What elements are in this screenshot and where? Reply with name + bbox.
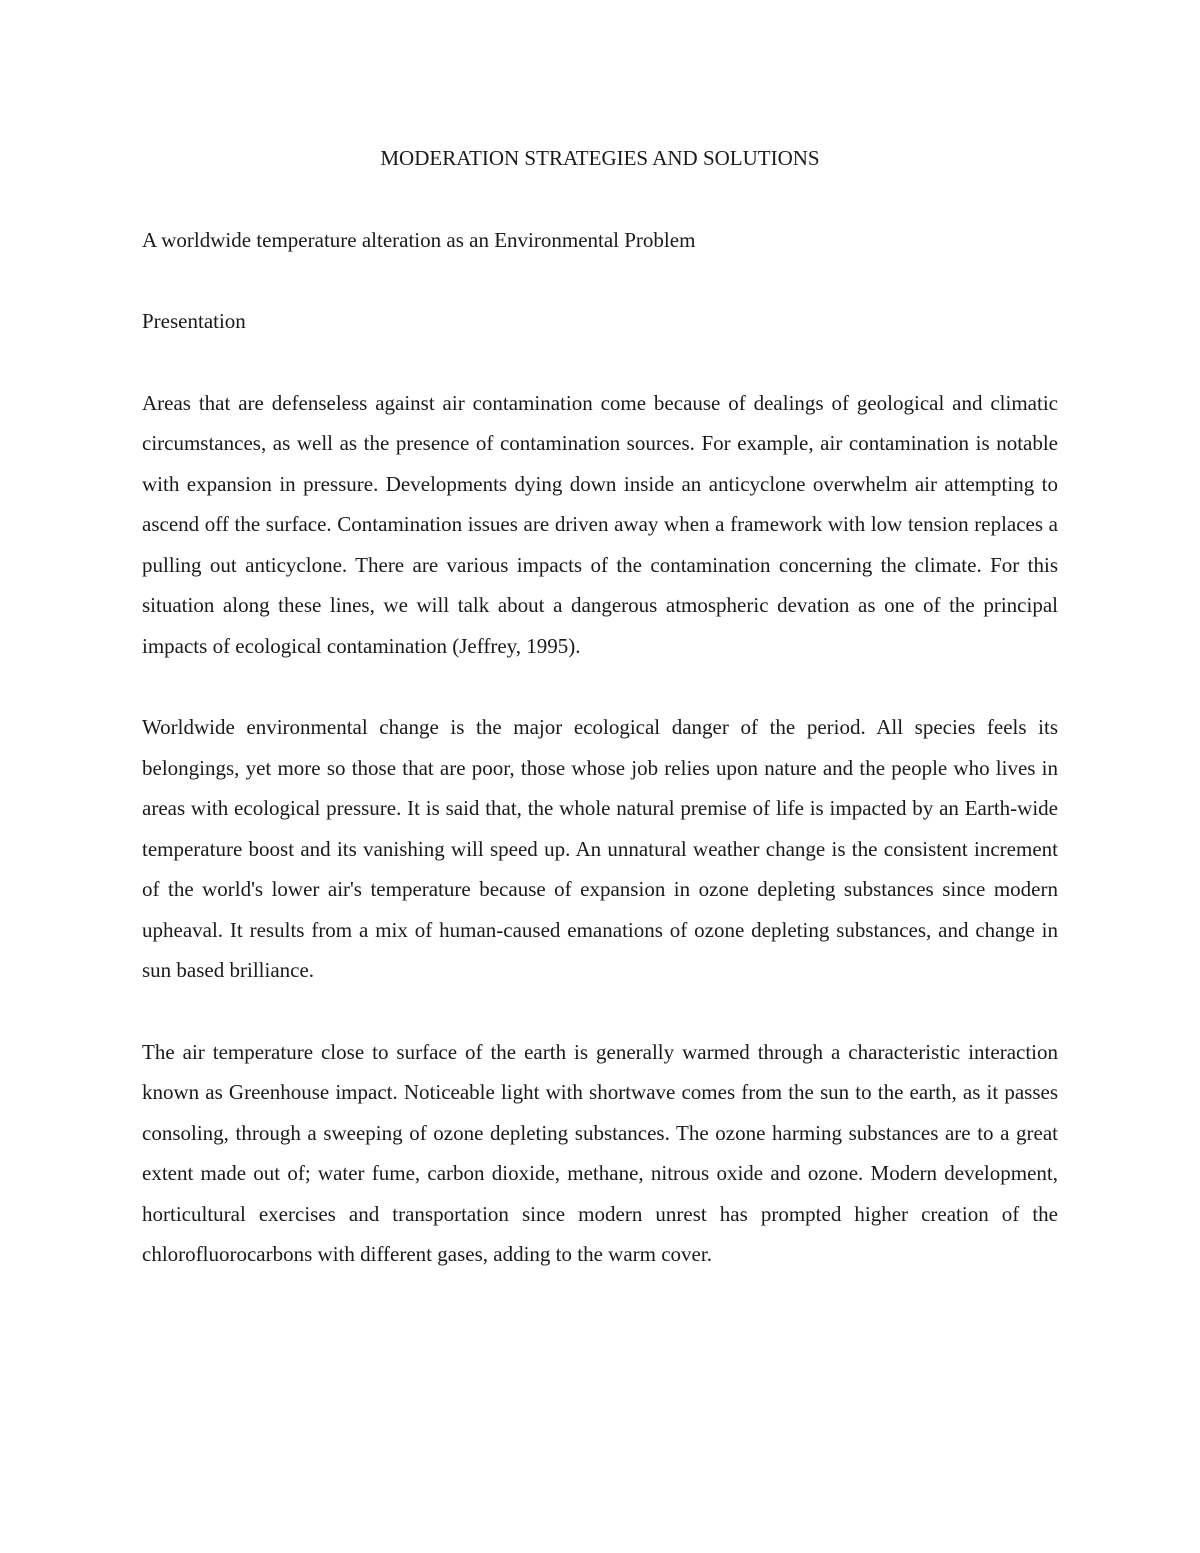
paragraph-2: Worldwide environmental change is the major ecological danger of the period. All species feels its belongings, yet more so those that are poor, those whose job relies upon nature and the people who lives in areas with ecological pressure. It is said that, the whole natural premise of life is impacted by an Earth-wide temperature boost and its vanishing will speed up. An unnatural weather change is the consistent increment of the world's lower air's temperature because of expansion in ozone depleting substances since modern upheaval. It results from a mix of human-caused emanations of ozone depleting substances, and change in sun based brilliance. (142, 715, 1058, 982)
document-body (142, 138, 1058, 1316)
paragraph-1: Areas that are defenseless against air contamination come because of dealings of geological and climatic circumstances, as well as the presence of contamination sources. For example, air contamination is notable with expansion in pressure. Developments dying down inside an anticyclone overwhelm air attempting to ascend off the surface. Contamination issues are driven away when a framework with low tension replaces a pulling out anticyclone. There are various impacts of the contamination concerning the climate. For this situation along these lines, we will talk about a dangerous atmospheric devation as one of the principal impacts of ecological contamination (Jeffrey, 1995). (142, 390, 1058, 658)
section-heading: Presentation (142, 309, 246, 333)
document-subtitle: A worldwide temperature alteration as an Environmental Problem (142, 227, 696, 252)
paragraph-3: The air temperature close to surface of the earth is generally warmed through a characteristic interaction known as Greenhouse impact. Noticeable light with shortwave comes from the sun to the earth, as it passes consoling, through a sweeping of ozone depleting substances. The ozone harming substances are to a great extent made out of; water fume, carbon dioxide, methane, nitrous oxide and ozone. Modern development, horticultural exercises and transportation since modern unrest has prompted higher creation of the chlorofluorocarbons with different gases, adding to the warm cover. (142, 1039, 1058, 1266)
document-title: MODERATION STRATEGIES AND SOLUTIONS (380, 146, 820, 170)
